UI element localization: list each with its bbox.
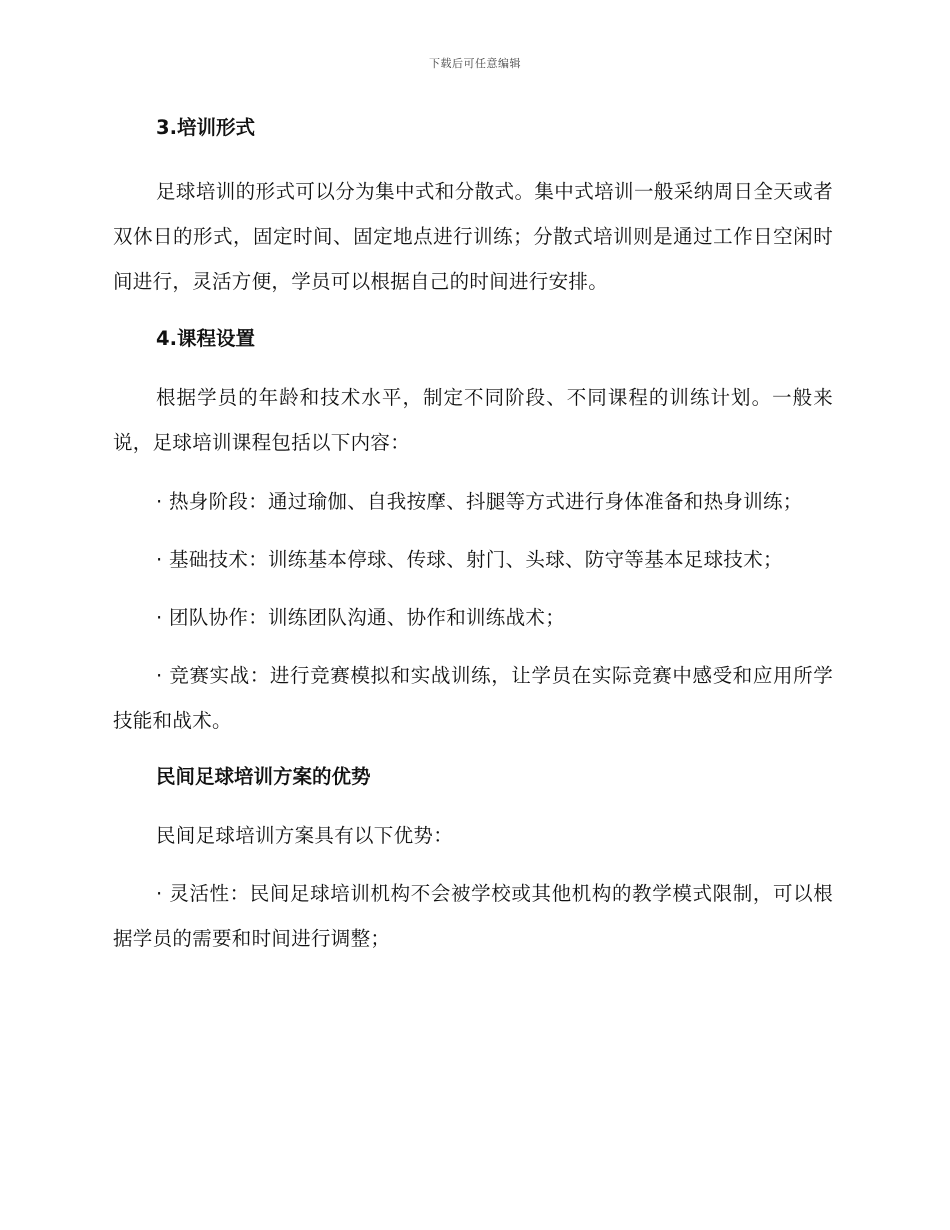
section-heading-training-form: 3.培训形式 [156,116,255,139]
paragraph-course-intro: 根据学员的年龄和技术水平，制定不同阶段、不同课程的训练计划。一般来说，足球培训课程包括以下内容： [113,386,833,454]
section-heading-advantages: 民间足球培训方案的优势 [156,765,371,788]
bullet-teamwork: · 团队协作：训练团队沟通、协作和训练战术； [156,606,565,629]
paragraph-training-form: 足球培训的形式可以分为集中式和分散式。集中式培训一般采纳周日全天或者双休日的形式，固定时间、固定地点进行训练；分散式培训则是通过工作日空闲时间进行，灵活方便，学员可以根据自己的时间进行安排。 [113,180,833,293]
bullet-warmup: · 热身阶段：通过瑜伽、自我按摩、抖腿等方式进行身体准备和热身训练； [156,490,803,513]
bullet-flexibility: · 灵活性：民间足球培训机构不会被学校或其他机构的教学模式限制，可以根据学员的需要和时间进行调整； [113,882,833,950]
bullet-basic-skills: · 基础技术：训练基本停球、传球、射门、头球、防守等基本足球技术； [156,548,783,571]
paragraph-advantages-intro: 民间足球培训方案具有以下优势： [156,824,454,847]
document-body [113,114,833,974]
header-note: 下载后可任意编辑 [429,57,521,70]
section-heading-course-setup: 4.课程设置 [156,327,255,350]
bullet-competition: · 竞赛实战：进行竞赛模拟和实战训练，让学员在实际竞赛中感受和应用所学技能和战术。 [113,664,833,732]
